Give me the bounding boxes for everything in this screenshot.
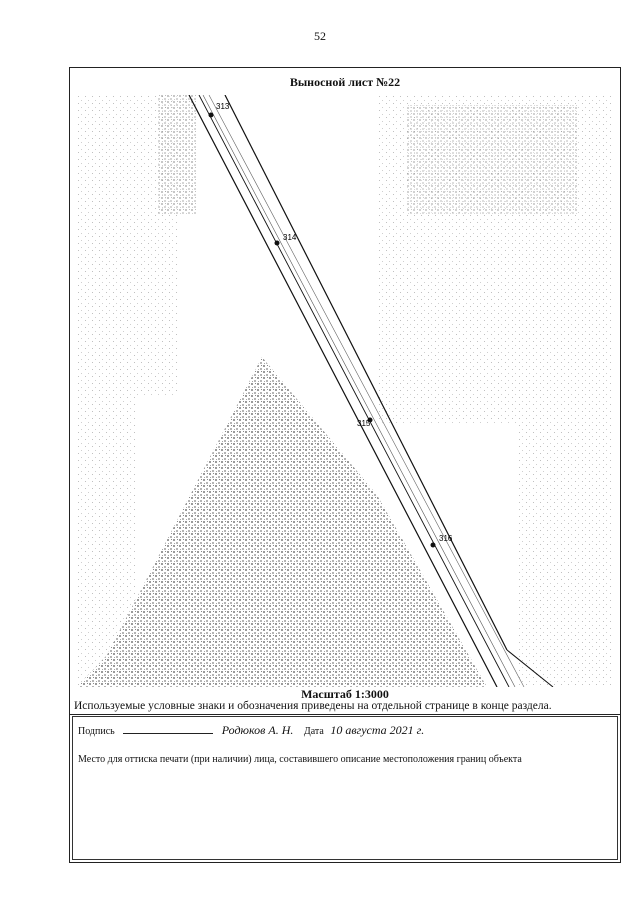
- map-point: [431, 543, 436, 548]
- section-divider: [70, 714, 620, 715]
- map-point: [275, 241, 280, 246]
- point-label: 314: [283, 233, 297, 242]
- date-label: Дата: [303, 726, 324, 737]
- signature-row: [78, 723, 424, 738]
- point-label: 316: [439, 534, 453, 543]
- stamp-note: Место для оттиска печати (при наличии) лица, составившего описание местоположения границ объекта: [78, 754, 522, 765]
- signature-line: [123, 723, 213, 734]
- map-view: [77, 95, 613, 687]
- scale-label: Масштаб 1:3000: [301, 687, 389, 701]
- terrain-area: [407, 105, 577, 215]
- terrain-area: [517, 295, 613, 687]
- signature-label: Подпись: [78, 726, 115, 737]
- terrain-area: [157, 95, 197, 215]
- page-number: 52: [314, 29, 326, 43]
- map-drawing: [77, 95, 613, 687]
- point-label: 313: [216, 102, 230, 111]
- signer-name: Родюков А. Н.: [221, 723, 294, 737]
- sheet-title: Выносной лист №22: [289, 75, 401, 89]
- extract-sheet: [69, 67, 621, 863]
- map-point: [209, 113, 214, 118]
- date-value: 10 августа 2021 г.: [330, 723, 425, 737]
- legend-note: Используемые условные знаки и обозначения приведены на отдельной странице в конце раздела.: [74, 700, 552, 712]
- point-label: 315: [357, 419, 371, 428]
